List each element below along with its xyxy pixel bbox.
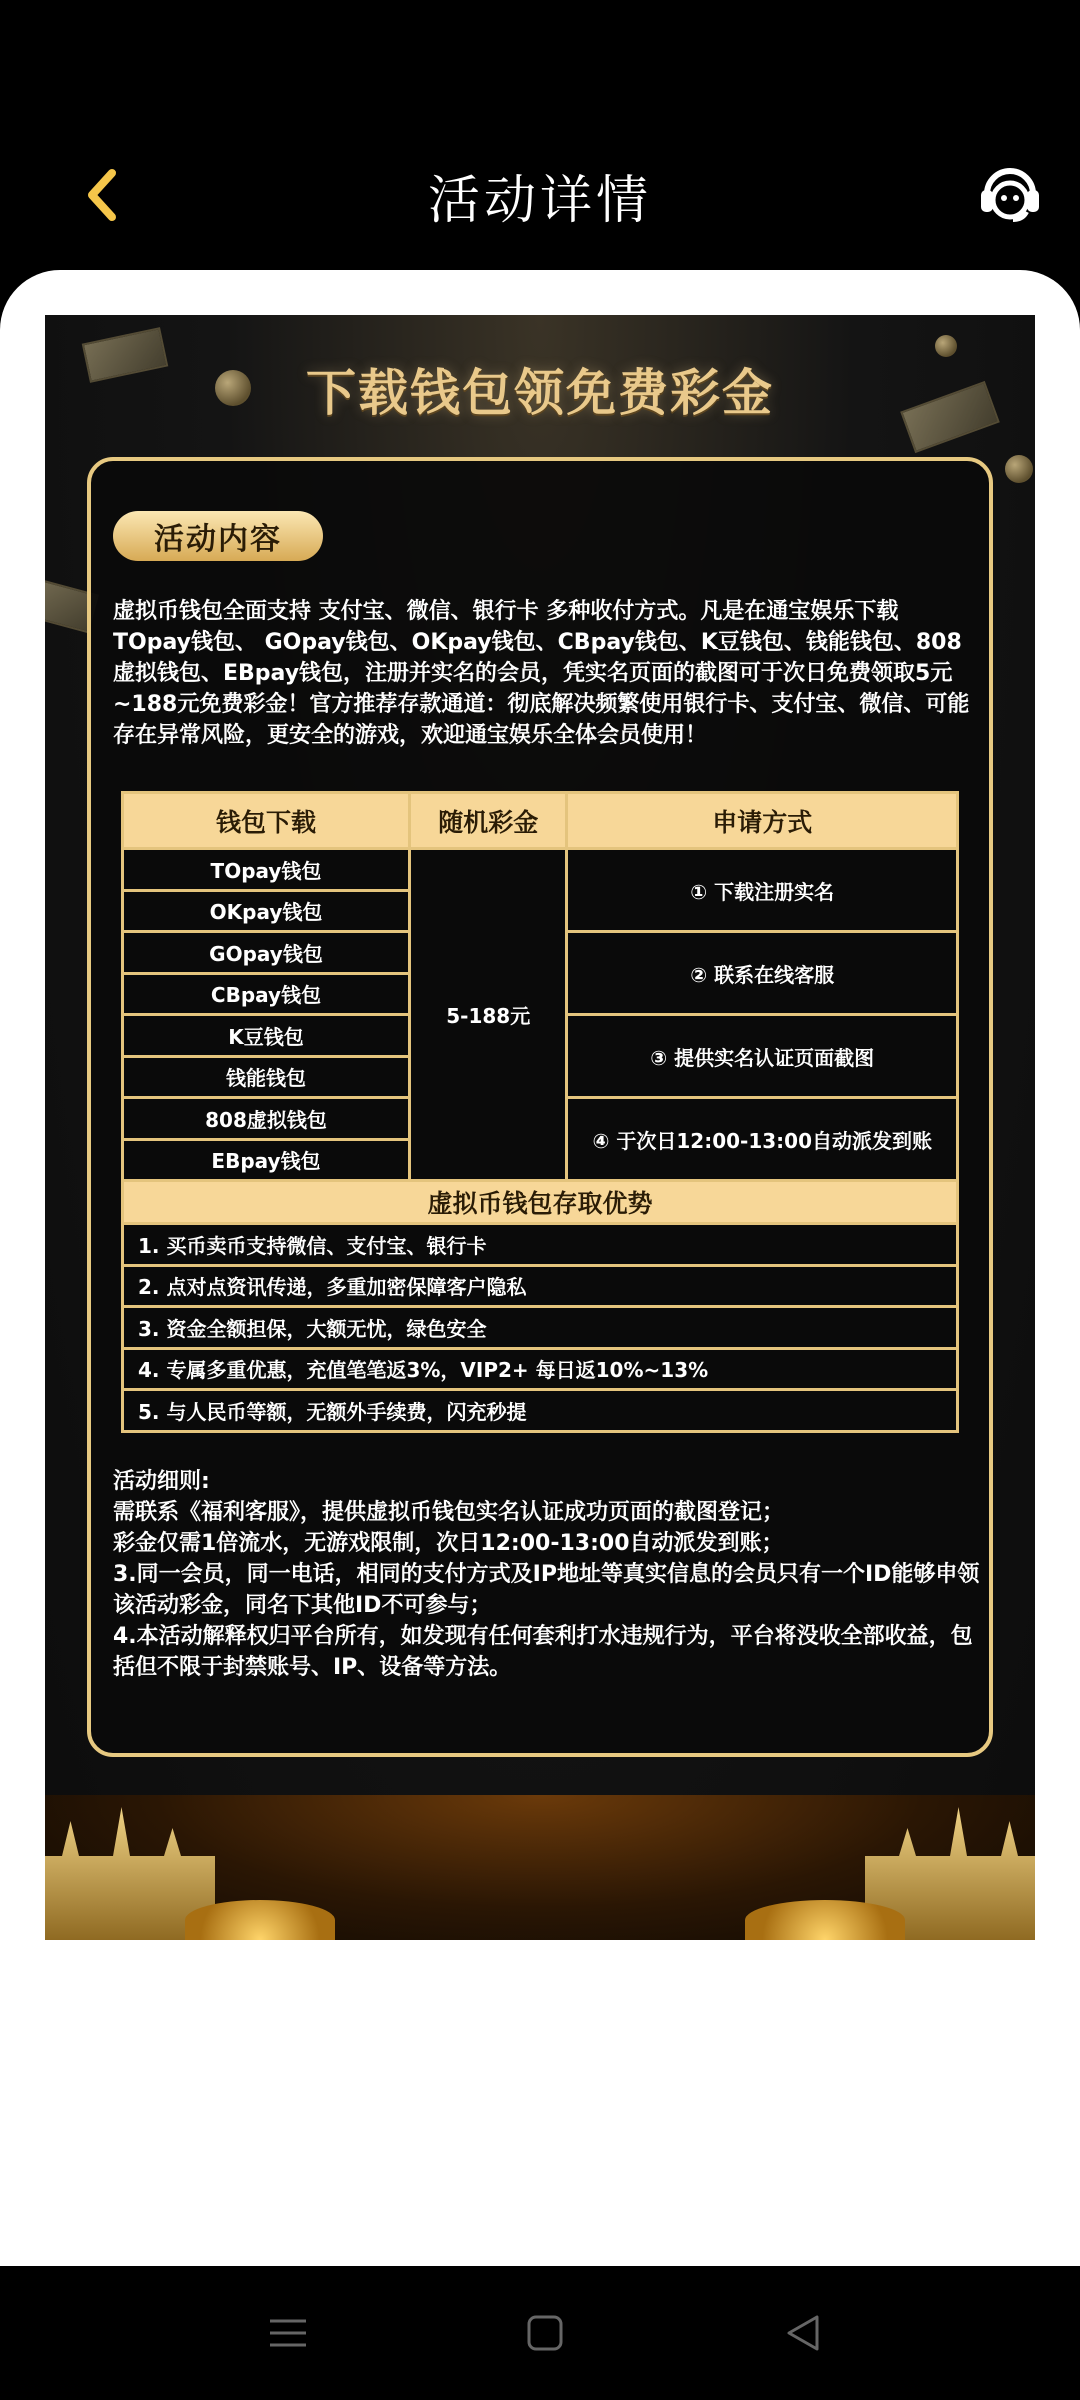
activity-frame xyxy=(87,457,993,1757)
column-header: 随机彩金 xyxy=(410,793,567,849)
wallet-table xyxy=(121,791,959,1433)
rule-line: 需联系《福利客服》，提供虚拟币钱包实名认证成功页面的截图登记； xyxy=(113,1500,785,1525)
poster-footer-art xyxy=(45,1795,1035,1940)
wallet-name: CBpay钱包 xyxy=(123,973,410,1015)
apply-step: ④ 于次日12:00-13:00自动派发到账 xyxy=(567,1098,958,1181)
apply-step: ① 下载注册实名 xyxy=(567,849,958,932)
apply-step: ② 联系在线客服 xyxy=(567,932,958,1015)
advantage-item: 5. 与人民币等额，无额外手续费，闪充秒提 xyxy=(123,1390,958,1432)
column-header: 申请方式 xyxy=(567,793,958,849)
apply-step: ③ 提供实名认证页面截图 xyxy=(567,1015,958,1098)
activity-rules xyxy=(113,1466,983,1683)
menu-icon xyxy=(268,2313,308,2353)
rules-title: 活动细则: xyxy=(113,1469,210,1494)
page-title: 活动详情 xyxy=(427,171,652,231)
square-icon xyxy=(525,2313,565,2353)
rule-line: 4.本活动解释权归平台所有，如发现有任何套利打水违规行为，平台将没收全部收益，包括但不限于封禁账号、IP、设备等方法。 xyxy=(113,1624,973,1680)
advantage-item: 2. 点对点资讯传递，多重加密保障客户隐私 xyxy=(123,1265,958,1307)
column-header: 钱包下载 xyxy=(123,793,410,849)
triangle-back-icon xyxy=(783,2313,823,2353)
advantage-item: 3. 资金全额担保，大额无忧，绿色安全 xyxy=(123,1307,958,1349)
rule-line: 彩金仅需1倍流水，无游戏限制，次日12:00-13:00自动派发到账； xyxy=(113,1531,784,1556)
wallet-name: K豆钱包 xyxy=(123,1015,410,1057)
gold-coins-right-icon xyxy=(745,1900,905,1940)
section-label: 活动内容 xyxy=(113,511,323,561)
wallet-name: OKpay钱包 xyxy=(123,890,410,932)
rule-line: 3.同一会员，同一电话，相同的支付方式及IP地址等真实信息的会员只有一个ID能够申领该活动彩金，同名下其他ID不可参与； xyxy=(113,1562,980,1618)
bonus-range: 5-188元 xyxy=(410,849,567,1181)
headset-icon xyxy=(975,158,1045,228)
wallet-name: EBpay钱包 xyxy=(123,1139,410,1181)
top-bar xyxy=(0,0,1080,270)
customer-service-button[interactable] xyxy=(975,158,1045,228)
activity-intro: 虚拟币钱包全面支持 支付宝、微信、银行卡 多种收付方式。凡是在通宝娱乐下载TOpay钱包、 GOpay钱包、OKpay钱包、CBpay钱包、K豆钱包、钱能钱包、808虚拟钱包、EBpay钱包，注册并实名的会员，凭实名页面的截图可于次日免费领取5元~188元免费彩金！官方推荐存款通道：彻底解决频繁使用银行卡、支付宝、微信、可能存在异常风险，更安全的游戏，欢迎通宝娱乐全体会员使用！ xyxy=(113,599,970,748)
system-nav-bar xyxy=(0,2268,1080,2400)
advantage-item: 1. 买币卖币支持微信、支付宝、银行卡 xyxy=(123,1224,958,1266)
advantages-title: 虚拟币钱包存取优势 xyxy=(123,1181,958,1224)
poster-title: 下载钱包领免费彩金 xyxy=(306,363,774,422)
wallet-name: TOpay钱包 xyxy=(123,849,410,891)
nav-menu-button[interactable] xyxy=(258,2303,318,2363)
wallet-name: 钱能钱包 xyxy=(123,1056,410,1098)
advantage-item: 4. 专属多重优惠，充值笔笔返3%，VIP2+ 每日返10%~13% xyxy=(123,1348,958,1390)
promo-poster xyxy=(45,315,1035,1940)
gold-coins-left-icon xyxy=(185,1900,335,1940)
nav-home-button[interactable] xyxy=(515,2303,575,2363)
wallet-name: 808虚拟钱包 xyxy=(123,1098,410,1140)
wallet-name: GOpay钱包 xyxy=(123,932,410,974)
decorative-coin-icon xyxy=(1005,455,1033,483)
nav-back-button[interactable] xyxy=(773,2303,833,2363)
